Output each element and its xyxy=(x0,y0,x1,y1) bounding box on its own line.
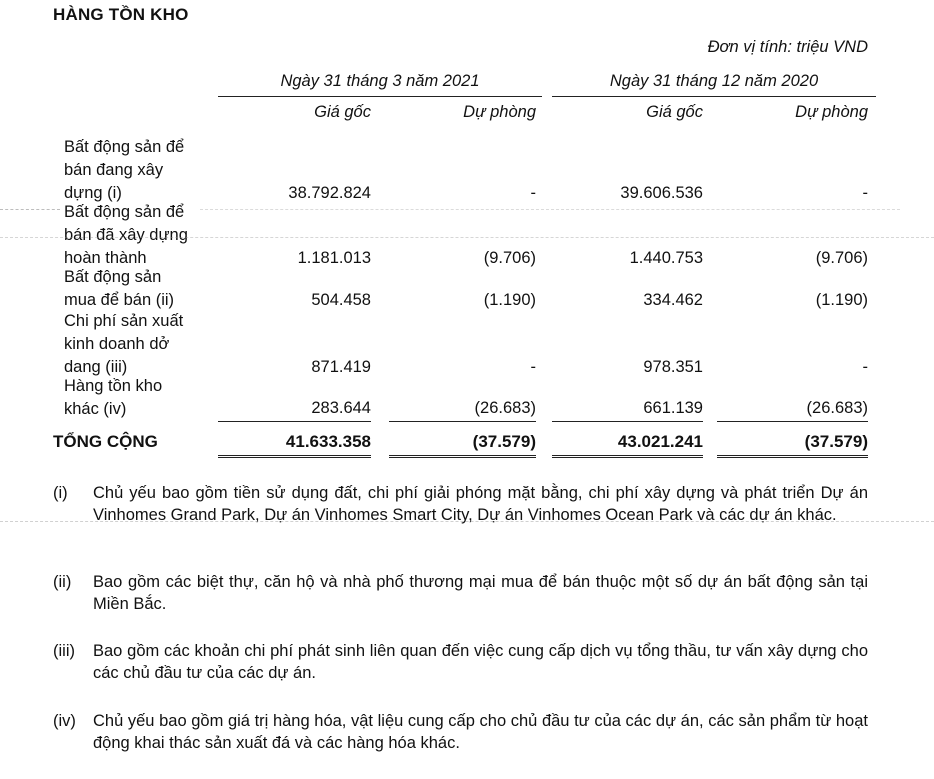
cell-value: 871.419 xyxy=(311,358,371,376)
row-label-line: khác (iv) xyxy=(64,400,127,418)
row-label-wip xyxy=(64,310,214,379)
row-label-line: Bất động sản để xyxy=(64,203,185,221)
footnote-marker: (iv) xyxy=(53,712,76,730)
total-value: (37.579) xyxy=(472,432,536,451)
total-rule xyxy=(389,455,536,458)
cell-value: 661.139 xyxy=(643,399,703,417)
scan-artifact-line xyxy=(0,237,934,238)
row-label-line: Bất động sản xyxy=(64,268,162,286)
cell-value: (26.683) xyxy=(806,399,868,417)
subtotal-rule xyxy=(717,421,868,422)
cell-value: (26.683) xyxy=(474,399,536,417)
total-label: TỔNG CỘNG xyxy=(53,432,158,451)
unit-note: Đơn vị tính: triệu VND xyxy=(707,38,868,56)
cell-value: 1.440.753 xyxy=(629,249,703,267)
period-header-2021: Ngày 31 tháng 3 năm 2021 xyxy=(280,72,480,90)
cell-value: - xyxy=(530,358,536,376)
row-label-completed xyxy=(64,201,214,270)
row-label-purchased xyxy=(64,266,214,312)
row-label-line: Chi phí sản xuất xyxy=(64,312,184,330)
cell-value: (1.190) xyxy=(815,291,868,309)
row-label-line: Bất động sản để xyxy=(64,138,185,156)
subtotal-rule xyxy=(218,421,371,422)
footnote-iii xyxy=(53,640,868,684)
row-label-other xyxy=(64,375,214,421)
row-label-line: dựng (i) xyxy=(64,184,122,202)
row-label-line: bán đã xây dựng xyxy=(64,226,188,244)
subtotal-rule xyxy=(389,421,536,422)
footnote-text: Chủ yếu bao gồm giá trị hàng hóa, vật liệu cung cấp cho chủ đầu tư của các dự án, các sản phẩm từ hoạt động khai thác sản xuất đá và các hàng hóa khác. xyxy=(93,712,868,752)
row-label-line: bán đang xây xyxy=(64,161,164,179)
total-value: 41.633.358 xyxy=(285,432,371,451)
total-rule xyxy=(717,455,868,458)
cell-value: 283.644 xyxy=(311,399,371,417)
footnote-text: Bao gồm các biệt thự, căn hộ và nhà phố thương mại mua để bán thuộc một số dự án bất động sản tại Miền Bắc. xyxy=(93,573,868,613)
footnote-marker: (i) xyxy=(53,484,68,502)
cell-value: 39.606.536 xyxy=(620,184,703,202)
footnote-text: Bao gồm các khoản chi phí phát sinh liên quan đến việc cung cấp dịch vụ tổng thầu, tư vấn xây dựng cho các chủ đầu tư của các dự án. xyxy=(93,642,868,682)
cell-value: - xyxy=(530,184,536,202)
cell-value: (9.706) xyxy=(815,249,868,267)
total-rule xyxy=(552,455,703,458)
column-header-provision-2020: Dự phòng xyxy=(795,103,868,121)
column-header-provision-2021: Dự phòng xyxy=(463,103,536,121)
row-label-line: dang (iii) xyxy=(64,358,128,376)
row-label-line: Hàng tồn kho xyxy=(64,377,163,395)
footnote-ii xyxy=(53,571,868,615)
subtotal-rule xyxy=(552,421,703,422)
scan-artifact-line xyxy=(0,209,60,210)
cell-value: 504.458 xyxy=(311,291,371,309)
footnote-marker: (ii) xyxy=(53,573,72,591)
row-label-under-construction xyxy=(64,136,214,205)
column-header-cost-2021: Giá gốc xyxy=(314,103,371,121)
total-value: 43.021.241 xyxy=(617,432,703,451)
cell-value: 334.462 xyxy=(643,291,703,309)
total-rule xyxy=(218,455,371,458)
row-label-line: kinh doanh dở xyxy=(64,335,170,353)
scan-artifact-line xyxy=(200,209,900,210)
cell-value: - xyxy=(862,184,868,202)
footnote-i xyxy=(53,482,868,526)
cell-value: (9.706) xyxy=(483,249,536,267)
cell-value: 978.351 xyxy=(643,358,703,376)
period-rule-2020 xyxy=(552,96,876,97)
cell-value: (1.190) xyxy=(483,291,536,309)
cell-value: 38.792.824 xyxy=(288,184,371,202)
column-header-cost-2020: Giá gốc xyxy=(646,103,703,121)
period-rule-2021 xyxy=(218,96,542,97)
row-label-line: mua để bán (ii) xyxy=(64,291,175,309)
period-header-2020: Ngày 31 tháng 12 năm 2020 xyxy=(609,72,819,90)
cell-value: - xyxy=(862,358,868,376)
row-label-line: hoàn thành xyxy=(64,249,147,267)
section-title: HÀNG TỒN KHO xyxy=(53,5,189,24)
cell-value: 1.181.013 xyxy=(297,249,371,267)
total-value: (37.579) xyxy=(804,432,868,451)
footnote-iv xyxy=(53,710,868,754)
footnote-text: Chủ yếu bao gồm tiền sử dụng đất, chi phí giải phóng mặt bằng, chi phí xây dựng và phát triển Dự án Vinhomes Grand Park, Dự án Vinhomes Smart City, Dự án Vinhomes Ocean Park và các dự án khác. xyxy=(93,484,868,524)
footnote-marker: (iii) xyxy=(53,642,75,660)
scan-artifact-line xyxy=(0,521,934,522)
